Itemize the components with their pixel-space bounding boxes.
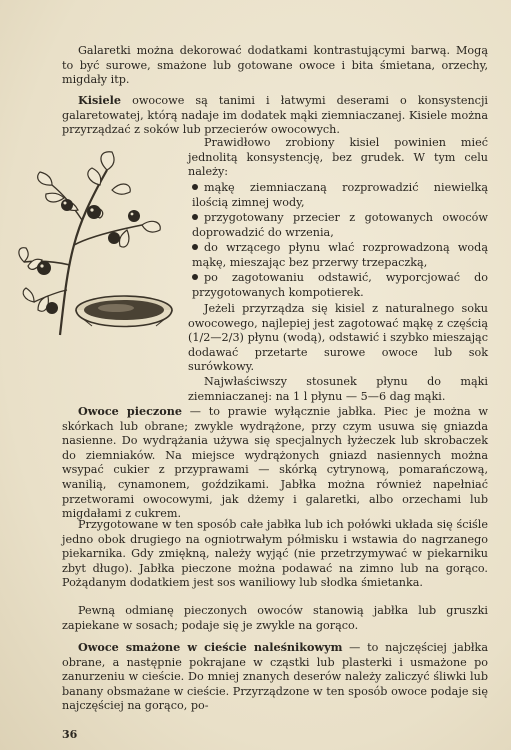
term-baked-fruit: Owoce pieczone bbox=[78, 404, 182, 418]
paragraph-natural-juice: Jeżeli przyrządza się kisiel z naturalnego soku owocowego, najlepiej jest zagotować mąkę z częścią (1/2—2/3) płynu (wodą), odstawić i szybko mieszając dodawać przetarte surowe owoce lub sok surówkowy. bbox=[188, 302, 488, 374]
bullet-icon bbox=[192, 244, 198, 250]
paragraph-consistency: Prawidłowo zrobiony kisiel powinien mieć jednolitą konsystencję, bez grudek. W tym celu należy: bbox=[188, 136, 488, 179]
page-number: 36 bbox=[62, 728, 78, 741]
paragraph-baked-fruit: Owoce pieczone — to prawie wyłącznie jabłka. Piec je można w skórkach lub obrane; zwykle wydrążone, przy czym usuwa się gniazda nasienne. Do wydrążania używa się specjalnych łyżeczek lub skrobaczek do ziemniaków. Na miejsce wydrążonych gniazd nasiennych można wsypać cukier z przyprawami — skórką cytrynową, pomarańczową, wanilią, cynamonem, goździkami. Jabłka można również napełniać przetworami owocowymi, jak dżemy i galaretki, albo orzechami lub migdałami z cukrem. bbox=[62, 404, 489, 521]
bullet-icon bbox=[192, 184, 198, 190]
paragraph-preparation: Przygotowane w ten sposób całe jabłka lub ich połówki układa się ściśle jedno obok drugiego na ogniotrwałym półmisku i wstawia do nagrzanego piekarnika. Gdy zmiękną, należy wyjąć (nie przetrzymywać w piekarniku zbyt długo). Jabłka pieczone można podawać na zimno lub na gorąco. Pożądanym dodatkiem jest sos waniliowy lub słodka śmietanka. bbox=[62, 518, 488, 590]
blueberry-branch-illustration bbox=[12, 150, 182, 340]
bullet-item: po zagotowaniu odstawić, wyporcjować do przygotowanych kompotierek. bbox=[192, 271, 488, 299]
paragraph-fried-fruit: Owoce smażone w cieście naleśnikowym — to najczęściej jabłka obrane, a następnie pokrajane w cząstki lub plasterki i usmażone po zanurzeniu w cieście. Do mniej znanych deserów należy zaliczyć śliwki lub banany obsmażane w cieście. Przyrządzone w ten sposób owoce podaje się najczęściej na gorąco, po- bbox=[62, 640, 488, 713]
bullet-icon bbox=[192, 214, 198, 220]
paragraph-garnish: Galaretki można dekorować dodatkami kontrastującymi barwą. Mogą to być surowe, smażone lub gotowane owoce i bita śmietana, orzechy, migdały itp. bbox=[62, 44, 488, 87]
term-kisiele: Kisiele bbox=[78, 93, 122, 107]
bullet-item: mąkę ziemniaczaną rozprowadzić niewielką ilością zimnej wody, bbox=[192, 181, 488, 209]
paragraph-pears: Pewną odmianę pieczonych owoców stanowią jabłka lub gruszki zapiekane w sosach; podaje się je zwykle na gorąco. bbox=[62, 604, 488, 632]
paragraph-ratio: Najwłaściwszy stosunek płynu do mąki ziemniaczanej: na 1 l płynu — 5—6 dag mąki. bbox=[188, 375, 488, 403]
bullet-item: do wrzącego płynu wlać rozprowadzoną wodą mąkę, mieszając bez przerwy trzepaczką, bbox=[192, 241, 488, 269]
bullet-item: przygotowany przecier z gotowanych owoców doprowadzić do wrzenia, bbox=[192, 211, 488, 239]
paragraph-kisiele: Kisiele owocowe są tanimi i łatwymi deserami o konsystencji galaretowatej, którą nadaje im dodatek mąki ziemniaczanej. Kisiele można przyrządzać z soków lub przecierów owocowych. bbox=[62, 93, 488, 137]
bullet-icon bbox=[192, 274, 198, 280]
term-fried-fruit: Owoce smażone w cieście naleśnikowym bbox=[78, 640, 343, 654]
